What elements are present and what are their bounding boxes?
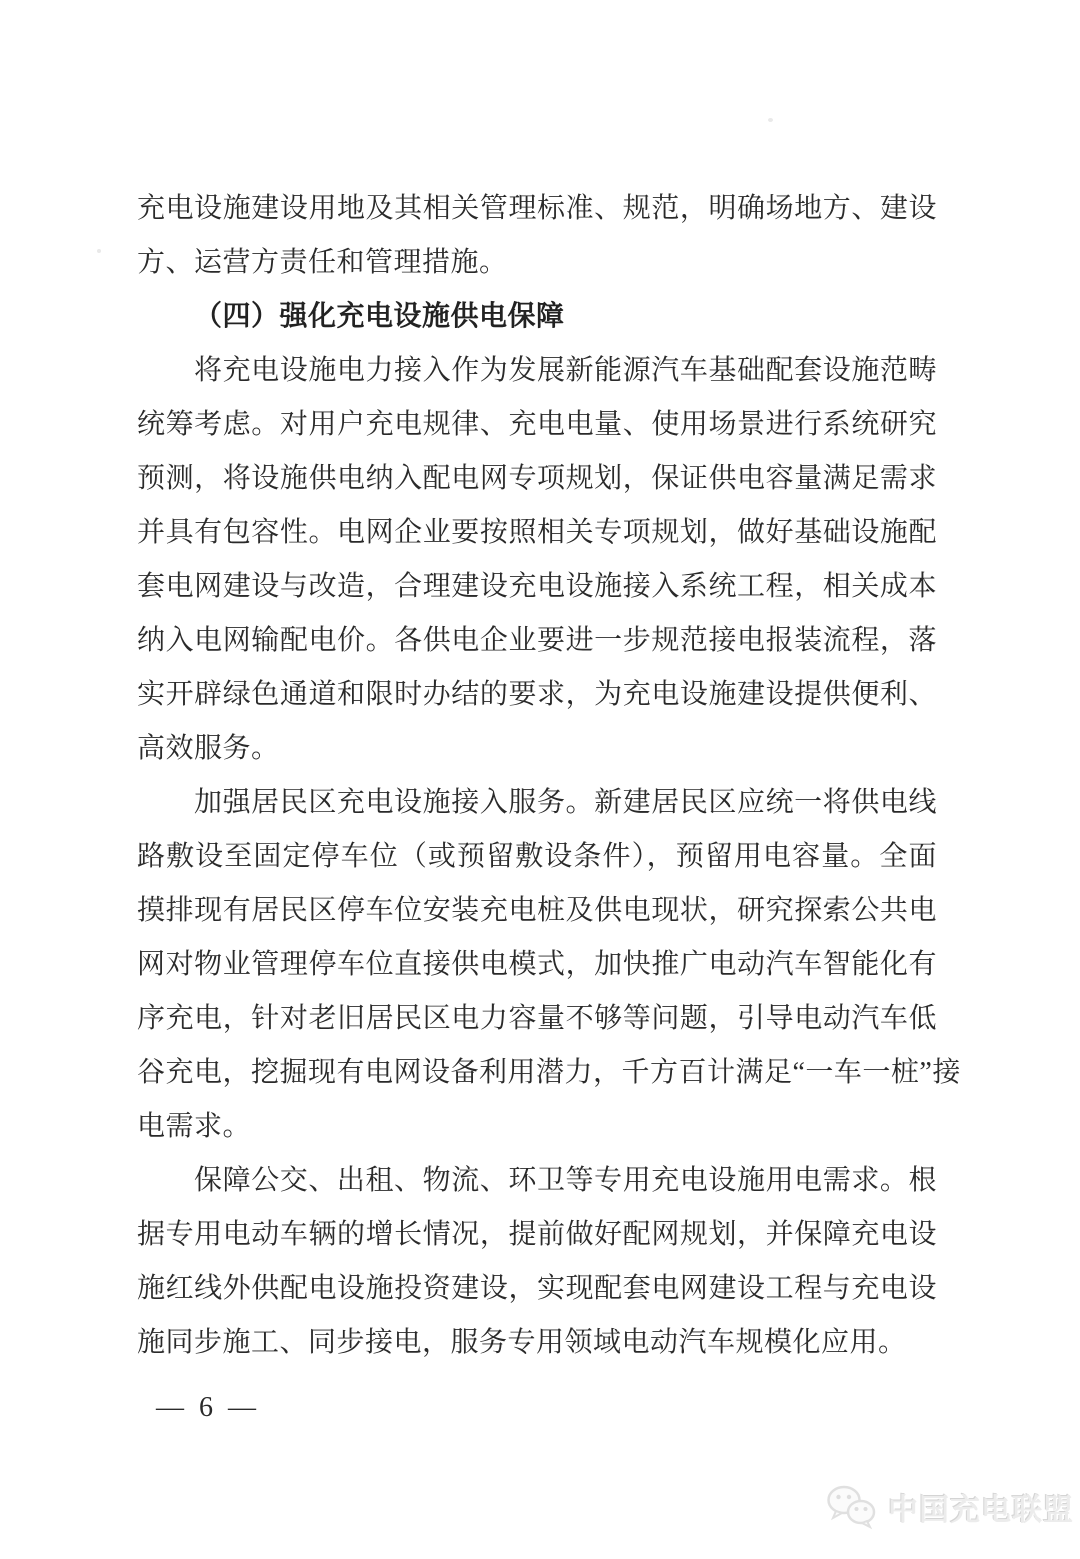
- body-text: [137, 182, 961, 1370]
- watermark-label: 中国充电联盟: [888, 1494, 1074, 1527]
- text-line: 摸排现有居民区停车位安装充电桩及供电现状，研究探索公共电: [137, 895, 937, 926]
- text-line: 施红线外供配电设施投资建设，实现配套电网建设工程与充电设: [137, 1273, 937, 1304]
- text-line: 并具有包容性。电网企业要按照相关专项规划，做好基础设施配: [137, 517, 937, 548]
- text-line: 将充电设施电力接入作为发展新能源汽车基础配套设施范畴: [194, 355, 937, 386]
- text-line: 高效服务。: [137, 733, 280, 764]
- text-line: 统筹考虑。对用户充电规律、充电电量、使用场景进行系统研究: [137, 409, 937, 440]
- text-line: 实开辟绿色通道和限时办结的要求，为充电设施建设提供便利、: [137, 679, 937, 710]
- chat-bubbles-icon: [826, 1484, 878, 1530]
- watermark: [826, 1484, 1074, 1530]
- scan-noise-speck: [97, 249, 101, 253]
- text-line: 据专用电动车辆的增长情况，提前做好配网规划，并保障充电设: [137, 1219, 937, 1250]
- text-line: 电需求。: [137, 1111, 252, 1142]
- text-line: 充电设施建设用地及其相关管理标准、规范，明确场地方、建设: [137, 193, 937, 224]
- text-line: 施同步施工、同步接电，服务专用领域电动汽车规模化应用。: [137, 1327, 907, 1358]
- text-line: 加强居民区充电设施接入服务。新建居民区应统一将供电线: [194, 787, 937, 818]
- text-line: 预测，将设施供电纳入配电网专项规划，保证供电容量满足需求: [137, 463, 937, 494]
- text-line: 保障公交、出租、物流、环卫等专用充电设施用电需求。根: [194, 1165, 937, 1196]
- text-line: 路敷设至固定停车位（或预留敷设条件），预留用电容量。全面: [137, 841, 937, 872]
- text-line: 方、运营方责任和管理措施。: [137, 247, 508, 278]
- text-line: 序充电，针对老旧居民区电力容量不够等问题，引导电动汽车低: [137, 1003, 937, 1034]
- text-line: 纳入电网输配电价。各供电企业要进一步规范接电报装流程，落: [137, 625, 937, 656]
- text-line: 谷充电，挖掘现有电网设备利用潜力，千方百计满足“一车一桩”接: [137, 1057, 961, 1088]
- page-number: — 6 —: [156, 1392, 260, 1423]
- text-line: 套电网建设与改造，合理建设充电设施接入系统工程，相关成本: [137, 571, 937, 602]
- scan-noise-speck: [768, 118, 773, 122]
- text-line: 网对物业管理停车位直接供电模式，加快推广电动汽车智能化有: [137, 949, 937, 980]
- section-heading: （四）强化充电设施供电保障: [194, 301, 565, 332]
